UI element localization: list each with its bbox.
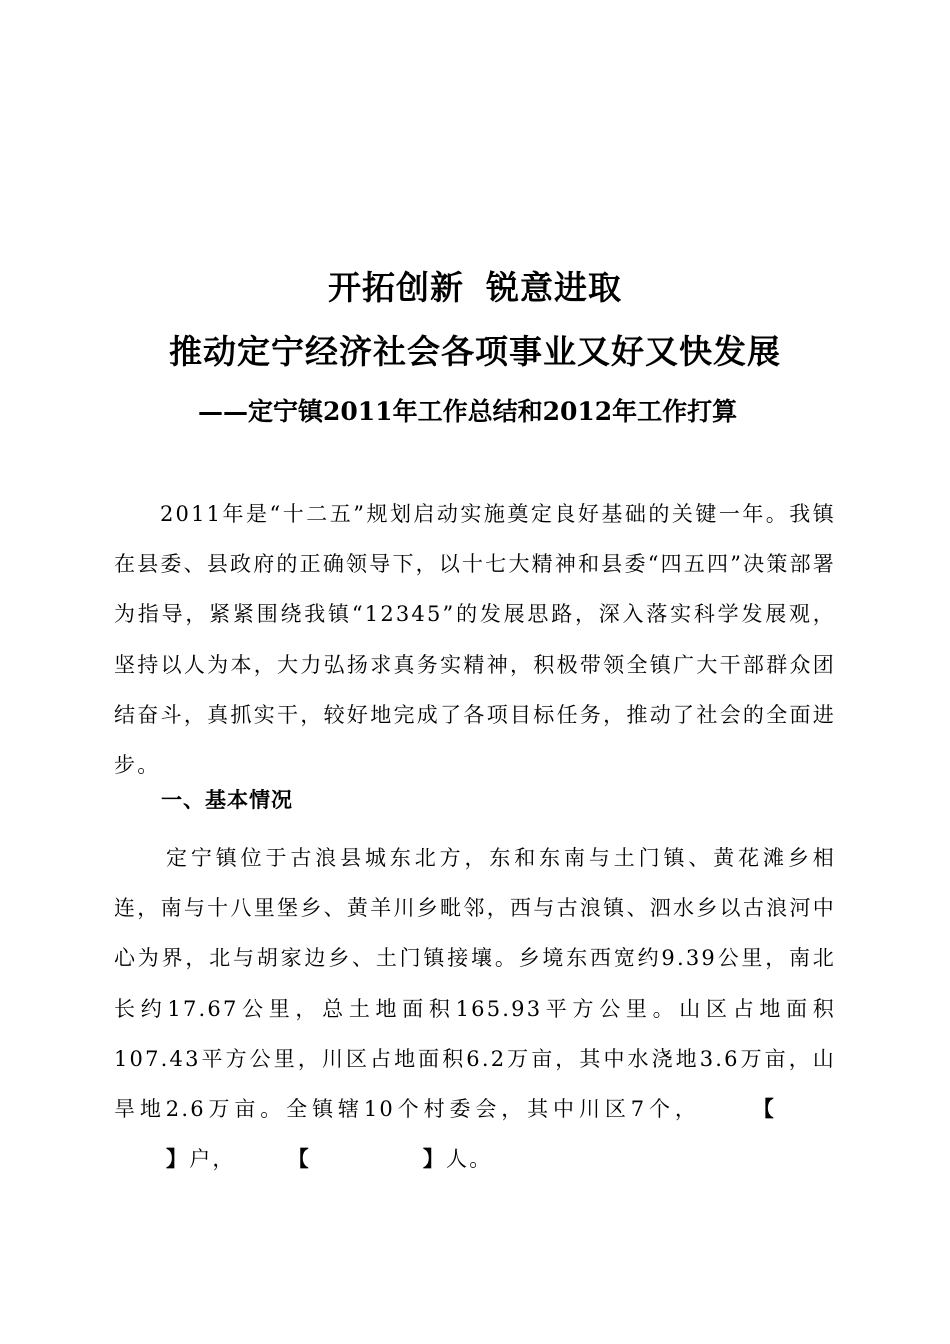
title-part-1: 开拓创新 <box>328 268 464 307</box>
households-placeholder-close: 】 <box>166 1146 190 1172</box>
households-unit: 户， <box>189 1147 236 1172</box>
households-placeholder-open: 【 <box>752 1096 776 1122</box>
section-heading-basic-info: 一、基本情况 <box>161 788 293 812</box>
title-line-2: 推动定宁经济社会各项事业又好又快发展 <box>169 332 781 371</box>
paragraph-basic-info-text: 定宁镇位于古浪县城东北方，东和东南与土门镇、黄花滩乡相连，南与十八里堡乡、黄羊川乡毗邻，西与古浪镇、泗水乡以古浪河中心为界，北与胡家边乡、土门镇接壤。乡境东西宽约9.39公里，南北长约17.67公里，总土地面积165.93平方公里。山区占地面积107.43平方公里，川区占地面积6.2万亩，其中水浇地3.6万亩，山旱地2.6万亩。全镇辖10个村委会，其中川区7个， <box>114 846 836 1122</box>
people-placeholder-open: 【 <box>287 1146 311 1172</box>
paragraph-intro: 2011年是“十二五”规划启动实施奠定良好基础的关键一年。我镇在县委、县政府的正确领导下，以十七大精神和县委“四五四”决策部署为指导，紧紧围绕我镇“12345”的发展思路，深入落实科学发展观，坚持以人为本，大力弘扬求真务实精神，积极带领全镇广大干部群众团结奋斗，真抓实干，较好地完成了各项目标任务，推动了社会的全面进步。 <box>114 502 836 778</box>
title-part-2: 锐意进取 <box>486 268 622 307</box>
people-unit: 人。 <box>446 1147 493 1172</box>
people-placeholder-close: 】 <box>422 1146 447 1172</box>
title-line-1 <box>0 262 950 309</box>
paragraph-basic-info <box>114 833 836 1184</box>
document-subtitle: ——定宁镇2011年工作总结和2012年工作打算 <box>198 397 738 426</box>
